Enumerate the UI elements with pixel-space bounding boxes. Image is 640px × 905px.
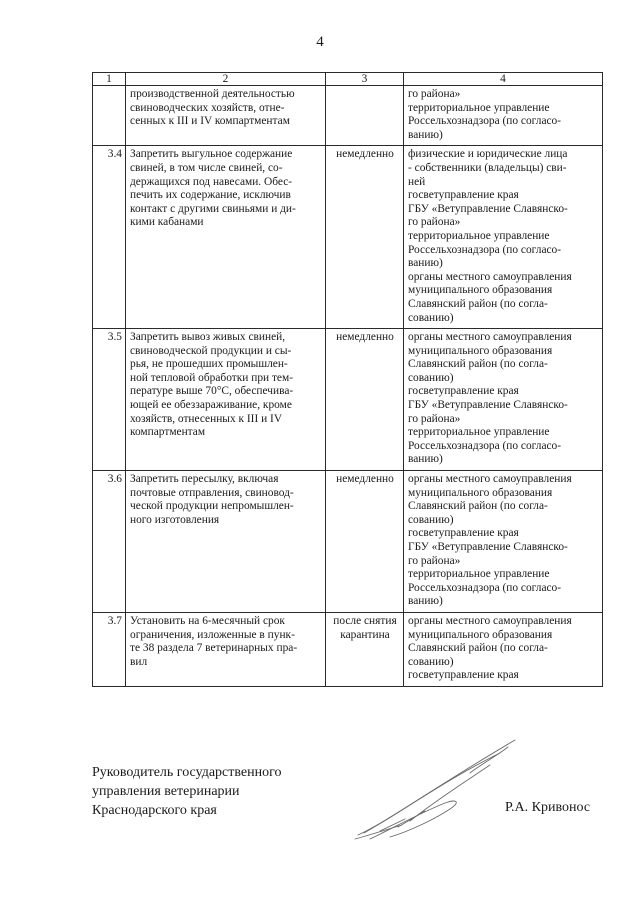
responsible-text-line: сованию)	[408, 371, 454, 384]
measure-text-line: свиноводческой продукции и сы-	[130, 344, 292, 357]
responsible-text-line: го района»	[408, 412, 461, 425]
signatory-position	[92, 763, 282, 820]
position-line: управления ветеринарии	[92, 784, 240, 799]
measure-text	[126, 329, 326, 471]
measure-text-line: контакт с другими свиньями и ди-	[130, 202, 296, 215]
responsible-text-line: муниципального образования	[408, 628, 553, 641]
responsible-text-line: сованию)	[408, 513, 454, 526]
deadline-text	[326, 86, 404, 146]
measure-text	[126, 612, 326, 686]
responsible-text-line: го района»	[408, 216, 461, 229]
table-header	[93, 73, 603, 86]
responsible-text-line: ГБУ «Ветуправление Славянско-	[408, 541, 568, 553]
item-number: 3.6	[93, 471, 126, 613]
responsible-text-line: органы местного самоуправления	[408, 331, 572, 344]
measure-text-line: производственной деятельностью	[130, 88, 295, 100]
measure-text	[126, 86, 326, 146]
header-col-1: 1	[93, 73, 126, 86]
table-body	[93, 86, 603, 687]
measure-text-line: свиноводческих хозяйств, отне-	[130, 101, 285, 114]
responsible-text	[404, 329, 603, 471]
responsible-text-line: органы местного самоуправления	[408, 614, 572, 627]
responsible-text-line: Славянский район (по согла-	[408, 297, 548, 310]
measure-text-line: те 38 раздела 7 ветеринарных пра-	[130, 642, 298, 655]
measure-text-line: Запретить пересылку, включая	[130, 473, 279, 486]
item-number	[93, 86, 126, 146]
responsible-text-line: - собственники (владельцы) сви-	[408, 161, 567, 174]
responsible-text	[404, 86, 603, 146]
measure-text	[126, 471, 326, 613]
deadline-text	[326, 329, 404, 471]
deadline-text	[326, 612, 404, 686]
responsible-text-line: сованию)	[408, 655, 454, 668]
measure-text-line: ограничения, изложенные в пунк-	[130, 628, 295, 641]
measure-text-line: держащихся под навесами. Обес-	[130, 175, 293, 188]
measure-text-line: рья, не прошедших промышлен-	[130, 358, 288, 371]
responsible-text-line: госветуправление края	[408, 385, 519, 398]
deadline-text-line: после снятия	[333, 614, 397, 627]
measure-text-line: компартментам	[130, 426, 206, 439]
measure-text-line: Запретить выгульное содержание	[130, 148, 293, 161]
measure-text-line: сенных к III и IV компартментам	[130, 115, 290, 128]
deadline-text-line: немедленно	[336, 473, 394, 486]
responsible-text-line: Россельхознадзора (по согласо-	[408, 439, 562, 452]
responsible-text-line: физические и юридические лица	[408, 148, 568, 161]
deadline-text	[326, 146, 404, 329]
table-row	[93, 146, 603, 329]
header-col-4: 4	[404, 73, 603, 86]
item-number: 3.5	[93, 329, 126, 471]
table-row	[93, 329, 603, 471]
responsible-text-line: Славянский район (по согла-	[408, 358, 548, 371]
responsible-text-line: ГБУ «Ветуправление Славянско-	[408, 399, 568, 412]
measure-text-line: Установить на 6-месячный срок	[130, 614, 285, 627]
header-col-2: 2	[126, 73, 326, 86]
responsible-text-line: территориальное управление	[408, 229, 550, 242]
signatory-name: Р.А. Кривонос	[505, 800, 591, 815]
measure-text-line: ческой продукции непромышлен-	[130, 500, 294, 513]
responsible-text-line: го района»	[408, 554, 461, 567]
responsible-text	[404, 612, 603, 686]
measure-text-line: Запретить вывоз живых свиней,	[130, 331, 286, 344]
responsible-text-line: госветуправление края	[408, 527, 519, 540]
measure-text-line: вил	[130, 655, 148, 668]
measure-text-line: хозяйств, отнесенных к III и IV	[130, 412, 283, 425]
responsible-text-line: Россельхознадзора (по согласо-	[408, 581, 562, 594]
item-number: 3.4	[93, 146, 126, 329]
measure-text-line: свиней, в том числе свиней, со-	[130, 161, 283, 174]
responsible-text-line: го района»	[408, 88, 461, 100]
responsible-text-line: госветуправление края	[408, 669, 519, 682]
responsible-text-line: ванию)	[408, 128, 443, 141]
deadline-text-line: немедленно	[336, 331, 394, 344]
deadline-text-line: карантина	[340, 628, 390, 641]
responsible-text-line: Россельхознадзора (по согласо-	[408, 243, 562, 256]
deadline-text-line: немедленно	[336, 148, 394, 161]
responsible-text-line: ванию)	[408, 257, 443, 270]
deadline-text	[326, 471, 404, 613]
responsible-text-line: сованию)	[408, 311, 454, 324]
responsible-text-line: муниципального образования	[408, 284, 553, 297]
table-row	[93, 471, 603, 613]
responsible-text-line: территориальное управление	[408, 568, 550, 581]
header-row	[93, 73, 603, 86]
responsible-text-line: муниципального образования	[408, 486, 553, 499]
responsible-text-line: органы местного самоуправления	[408, 270, 572, 283]
responsible-text	[404, 146, 603, 329]
measure-text-line: пературе выше 70°С, обеспечива-	[130, 385, 294, 398]
responsible-text-line: ГБУ «Ветуправление Славянско-	[408, 202, 568, 215]
header-col-3: 3	[326, 73, 404, 86]
measure-text-line: печить их содержание, исключив	[130, 189, 291, 202]
responsible-text-line: Славянский район (по согла-	[408, 642, 548, 655]
responsible-text-line: Славянский район (по согла-	[408, 500, 548, 513]
table-row	[93, 86, 603, 146]
measure-text-line: ной тепловой обработки при тем-	[130, 371, 293, 384]
responsible-text-line: госветуправление края	[408, 189, 519, 202]
position-line: Краснодарского края	[92, 803, 217, 818]
responsible-text-line: муниципального образования	[408, 344, 553, 357]
page-number: 4	[316, 34, 324, 50]
measure-text-line: почтовые отправления, свиновод-	[130, 486, 294, 499]
handwritten-signature	[350, 735, 520, 845]
responsible-text-line: ней	[408, 175, 426, 188]
responsible-text-line: территориальное управление	[408, 426, 550, 439]
responsible-text-line: ванию)	[408, 595, 443, 608]
measure-text-line: кими кабанами	[130, 216, 204, 229]
responsible-text-line: территориальное управление	[408, 101, 550, 114]
position-line: Руководитель государственного	[92, 765, 282, 780]
measure-text-line: ного изготовления	[130, 513, 220, 526]
measure-text-line: ющей ее обеззараживание, кроме	[130, 399, 292, 412]
responsible-text-line: ванию)	[408, 453, 443, 466]
measures-table	[92, 72, 603, 687]
responsible-text-line: органы местного самоуправления	[408, 473, 572, 486]
responsible-text-line: Россельхознадзора (по согласо-	[408, 115, 562, 128]
item-number: 3.7	[93, 612, 126, 686]
measure-text	[126, 146, 326, 329]
table-row	[93, 612, 603, 686]
responsible-text	[404, 471, 603, 613]
